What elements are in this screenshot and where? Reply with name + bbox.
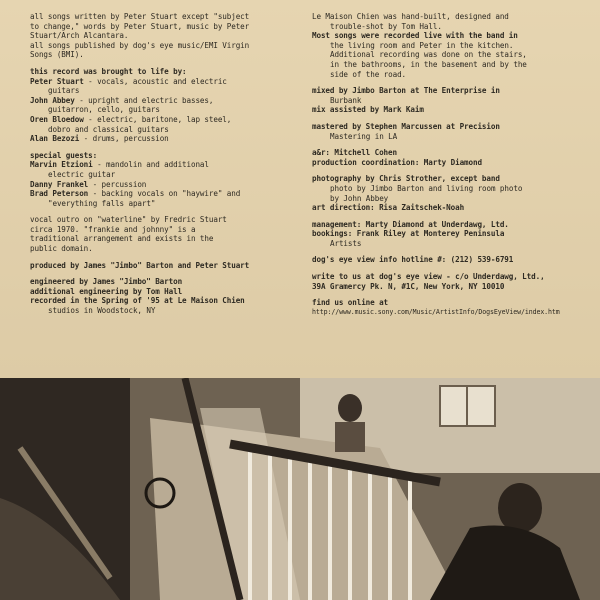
recorded-at-cont: studios in Woodstock, NY bbox=[48, 306, 156, 316]
note-line: public domain. bbox=[30, 244, 93, 254]
guest bbox=[30, 189, 302, 199]
band-member bbox=[30, 77, 302, 87]
note-line: Most songs were recorded live with the band in bbox=[312, 31, 518, 41]
production-coordination: production coordination: Marty Diamond bbox=[312, 157, 482, 167]
note-line: Additional recording was done on the stairs, bbox=[330, 50, 527, 60]
management: management: Marty Diamond at Underdawg, Ltd. bbox=[312, 219, 509, 229]
find-us-label: find us online at bbox=[312, 298, 389, 308]
band-member bbox=[30, 115, 302, 125]
mailing-address bbox=[312, 272, 594, 291]
note-line: traditional arrangement and exists in the bbox=[30, 234, 214, 244]
engineering-credits bbox=[30, 277, 302, 315]
guest bbox=[30, 180, 302, 190]
band-heading: this record was brought to life by: bbox=[30, 66, 187, 76]
mix-assisted: mix assisted by Mark Kaim bbox=[312, 105, 424, 115]
guest-name: Marvin Etzioni bbox=[30, 160, 93, 170]
mastering-credit bbox=[312, 122, 594, 141]
right-column bbox=[312, 12, 594, 317]
credit-line: to change," words by Peter Stuart, music by Peter bbox=[30, 21, 250, 31]
credit-line: Stuart/Arch Alcantara. bbox=[30, 31, 129, 41]
band-photo bbox=[0, 378, 600, 600]
photography-cont: by John Abbey bbox=[330, 193, 389, 203]
band-member bbox=[30, 96, 302, 106]
mixed-by-cont: Burbank bbox=[330, 95, 362, 105]
note-line: the living room and Peter in the kitchen. bbox=[330, 40, 514, 50]
guest-role-cont: "everything falls apart" bbox=[48, 198, 156, 208]
photography-credit: photography by Chris Strother, except band bbox=[312, 174, 500, 184]
member-name: John Abbey bbox=[30, 95, 75, 105]
bookings-cont: Artists bbox=[330, 238, 362, 248]
band-section bbox=[30, 67, 302, 144]
guest bbox=[30, 160, 302, 170]
band-member bbox=[30, 134, 302, 144]
member-name: Oren Bloedow bbox=[30, 114, 84, 124]
member-role-cont: dobro and classical guitars bbox=[48, 124, 169, 134]
hotline bbox=[312, 255, 594, 265]
member-name: Peter Stuart bbox=[30, 76, 84, 86]
guest-name: Danny Frankel bbox=[30, 179, 89, 189]
ar-credit: a&r: Mitchell Cohen bbox=[312, 148, 397, 158]
member-role-cont: guitars bbox=[48, 86, 80, 96]
mixed-by: mixed by Jimbo Barton at The Enterprise in bbox=[312, 86, 500, 96]
guest-role: - mandolin and additional bbox=[92, 160, 209, 170]
member-role: - upright and electric basses, bbox=[74, 95, 214, 105]
website-url: http://www.music.sony.com/Music/ArtistInfo/DogsEyeView/index.htm bbox=[312, 307, 560, 316]
note-line: trouble-shot by Tom Hall. bbox=[330, 21, 442, 31]
member-role: - electric, baritone, lap steel, bbox=[83, 114, 232, 124]
engineered-by: engineered by James "Jimbo" Barton bbox=[30, 277, 183, 287]
songwriting-credits bbox=[30, 12, 302, 60]
guest-name: Brad Peterson bbox=[30, 189, 89, 199]
recording-note bbox=[312, 31, 594, 79]
vocal-outro-note bbox=[30, 215, 302, 253]
note-line: circa 1970. "frankie and johnny" is a bbox=[30, 224, 196, 234]
art-direction: art direction: Risa Zaitschek-Noah bbox=[312, 203, 465, 213]
guest-role: - backing vocals on "haywire" and bbox=[88, 189, 241, 199]
credit-line: all songs written by Peter Stuart except "subject bbox=[30, 12, 250, 21]
address-line: write to us at dog's eye view - c/o Underdawg, Ltd., bbox=[312, 272, 545, 282]
note-line: Le Maison Chien was hand-built, designed and bbox=[312, 12, 509, 21]
note-line: vocal outro on "waterline" by Fredric Stuart bbox=[30, 215, 227, 225]
recorded-at: recorded in the Spring of '95 at Le Maison Chien bbox=[30, 296, 245, 306]
guest-role: - percussion bbox=[88, 179, 147, 189]
hotline-number: dog's eye view info hotline #: (212) 539-6791 bbox=[312, 255, 514, 265]
member-name: Alan Bezozi bbox=[30, 134, 80, 144]
member-role-cont: guitarron, cello, guitars bbox=[48, 105, 160, 115]
mastered-by: mastered by Stephen Marcussen at Precision bbox=[312, 121, 500, 131]
online-info bbox=[312, 298, 594, 317]
label-credits bbox=[312, 148, 594, 167]
guests-heading: special guests: bbox=[30, 150, 98, 160]
credit-line: Songs (BMI). bbox=[30, 50, 84, 60]
member-role: - drums, percussion bbox=[79, 134, 169, 144]
bookings: bookings: Frank Riley at Monterey Peninsula bbox=[312, 229, 505, 239]
note-line: side of the road. bbox=[330, 69, 407, 79]
art-credits bbox=[312, 174, 594, 212]
address-line: 39A Gramercy Pk. N, #1C, New York, NY 10010 bbox=[312, 281, 505, 291]
studio-note bbox=[312, 12, 594, 31]
mastered-by-cont: Mastering in LA bbox=[330, 131, 398, 141]
left-column bbox=[30, 12, 302, 316]
photography-cont: photo by Jimbo Barton and living room photo bbox=[330, 183, 523, 193]
produced-by: produced by James "Jimbo" Barton and Peter Stuart bbox=[30, 260, 250, 270]
member-role: - vocals, acoustic and electric bbox=[83, 76, 227, 86]
guests-section bbox=[30, 151, 302, 209]
credit-line: all songs published by dog's eye music/EMI Virgin bbox=[30, 40, 250, 50]
note-line: in the bathrooms, in the basement and by the bbox=[330, 59, 527, 69]
mixing-credits bbox=[312, 86, 594, 115]
additional-engineering: additional engineering by Tom Hall bbox=[30, 286, 183, 296]
producer-credit bbox=[30, 261, 302, 271]
guest-role-cont: electric guitar bbox=[48, 169, 116, 179]
management-credits bbox=[312, 220, 594, 249]
band-photo-illustration bbox=[0, 378, 600, 600]
